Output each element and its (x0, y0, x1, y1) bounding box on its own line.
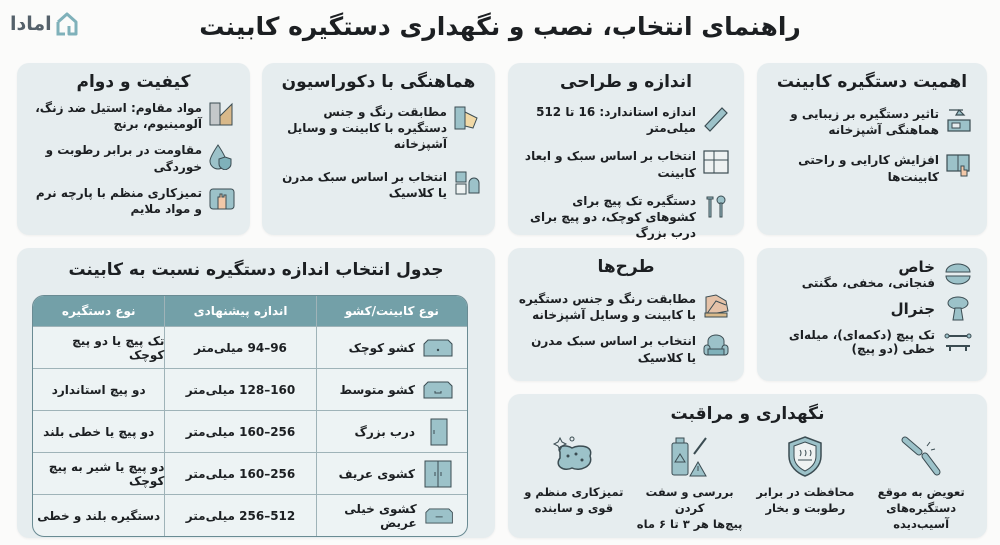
size-table (32, 295, 468, 537)
water-shield-icon (208, 142, 236, 170)
cabinet-layout-icon (702, 148, 730, 176)
table-row: درب بزرگ 256–160 میلی‌متر دو پیچ یا خطی بلند (33, 410, 467, 452)
double-door-icon (423, 459, 453, 489)
cloth-hand-icon (208, 185, 236, 213)
card-decor (262, 63, 495, 235)
card-title: اندازه و طراحی (560, 72, 692, 92)
card-quality (17, 63, 250, 235)
knob-icon (943, 296, 973, 322)
screwdriver-warning-icon (668, 434, 712, 478)
list-item: دستگیره تک پیچ برای کشوهای کوچک، دو پیچ برای درب بزرگ (508, 193, 744, 242)
broken-handle-icon (899, 434, 943, 478)
sponge-icon (552, 434, 596, 478)
swatch-fan-icon (702, 291, 730, 319)
care-item: تمیزکاری منظم و قوی و ساینده (519, 434, 629, 532)
type-special: خاص فنجانی، مخفی، مگنتی (757, 258, 987, 290)
furniture-icon (453, 169, 481, 197)
care-item: تعویض به موقع دستگیره‌های آسیب‌دیده (866, 434, 976, 532)
type-general-detail: تک پیچ (دکمه‌ای)، میله‌ای خطی (دو پیچ) (757, 328, 987, 356)
card-size-design (508, 63, 744, 241)
materials-icon (208, 100, 236, 128)
care-item: بررسی و سفت کردن پیچ‌ها هر ۳ تا ۶ ماه (635, 434, 745, 532)
table-row: کشوی عریف 256–160 میلی‌متر دو پیچ یا شیر به پیچ کوچک (33, 452, 467, 494)
card-maintenance (508, 394, 987, 538)
steam-shield-icon (783, 434, 827, 478)
card-title: هماهنگی با دکوراسیون (281, 72, 476, 92)
logo-text: امادا (10, 13, 52, 35)
list-item: انتخاب بر اساس سبک مدرن یا کلاسیک (508, 333, 744, 365)
color-palette-icon (453, 104, 481, 132)
cup-handle-icon (943, 262, 973, 286)
list-item: مطابقت رنگ و جنس دستگیره با کابینت و وسایل آشپزخانه (262, 104, 495, 153)
list-item: مواد مقاوم: استیل ضد زنگ، آلومینیوم، برنج (17, 100, 250, 132)
list-item: مطابقت رنگ و جنس دستگیره با کابینت و وسایل آشپزخانه (508, 291, 744, 323)
column-header: نوع دستگیره (61, 304, 136, 318)
column-header: نوع کابینت/کشو (316, 296, 467, 326)
card-designs (508, 248, 744, 381)
ruler-icon (702, 104, 730, 132)
screws-icon (702, 193, 730, 221)
list-item: انتخاب بر اساس سبک و ابعاد کابینت (508, 148, 744, 180)
column-header: اندازه پیشنهادی (164, 296, 315, 326)
armchair-icon (702, 333, 730, 361)
card-title: اهمیت دستگیره کابینت (776, 72, 968, 92)
card-importance (757, 63, 987, 235)
table-header-row (33, 296, 467, 326)
wide-drawer-icon (425, 507, 453, 525)
card-title: نگهداری و مراقبت (670, 404, 825, 424)
list-item: انتخاب بر اساس سبک مدرن یا کلاسیک (262, 169, 495, 201)
kitchen-icon (945, 106, 973, 134)
list-item: افزایش کارایی و راحتی کابینت‌ها (757, 152, 987, 184)
card-size-table (17, 248, 495, 538)
list-item: اندازه استاندارد: 16 تا 512 میلی‌متر (508, 104, 744, 136)
table-row: کشوی خیلی عریض 512–256 میلی‌متر دستگیره بلند و خطی (33, 494, 467, 536)
list-item: مقاومت در برابر رطوبت و خوردگی (17, 142, 250, 174)
list-item: تمیزکاری منظم با پارچه نرم و مواد ملایم (17, 185, 250, 217)
small-drawer-icon (423, 339, 453, 357)
large-door-icon (423, 417, 453, 447)
page-title: راهنمای انتخاب، نصب و نگهداری دستگیره کابینت (199, 12, 801, 41)
header (0, 0, 1000, 60)
card-handle-types (757, 248, 987, 381)
bar-handle-icon (943, 330, 973, 354)
medium-drawer-icon (423, 381, 453, 399)
cabinet-tap-icon (945, 152, 973, 180)
list-item: تاثیر دستگیره بر زیبایی و هماهنگی آشپزخانه (757, 106, 987, 138)
card-title: کیفیت و دوام (76, 72, 191, 92)
table-title: جدول انتخاب اندازه دستگیره نسبت به کابینت (68, 260, 444, 280)
care-item: محافظت در برابر رطوبت و بخار (750, 434, 860, 532)
table-row: کشو کوچک 96–94 میلی‌متر تک پیچ یا دو پیچ کوچک (33, 326, 467, 368)
table-row: کشو متوسط 160–128 میلی‌متر دو پیچ استاندارد (33, 368, 467, 410)
type-general: جنرال (757, 296, 987, 322)
card-title: طرح‌ها (597, 257, 655, 277)
